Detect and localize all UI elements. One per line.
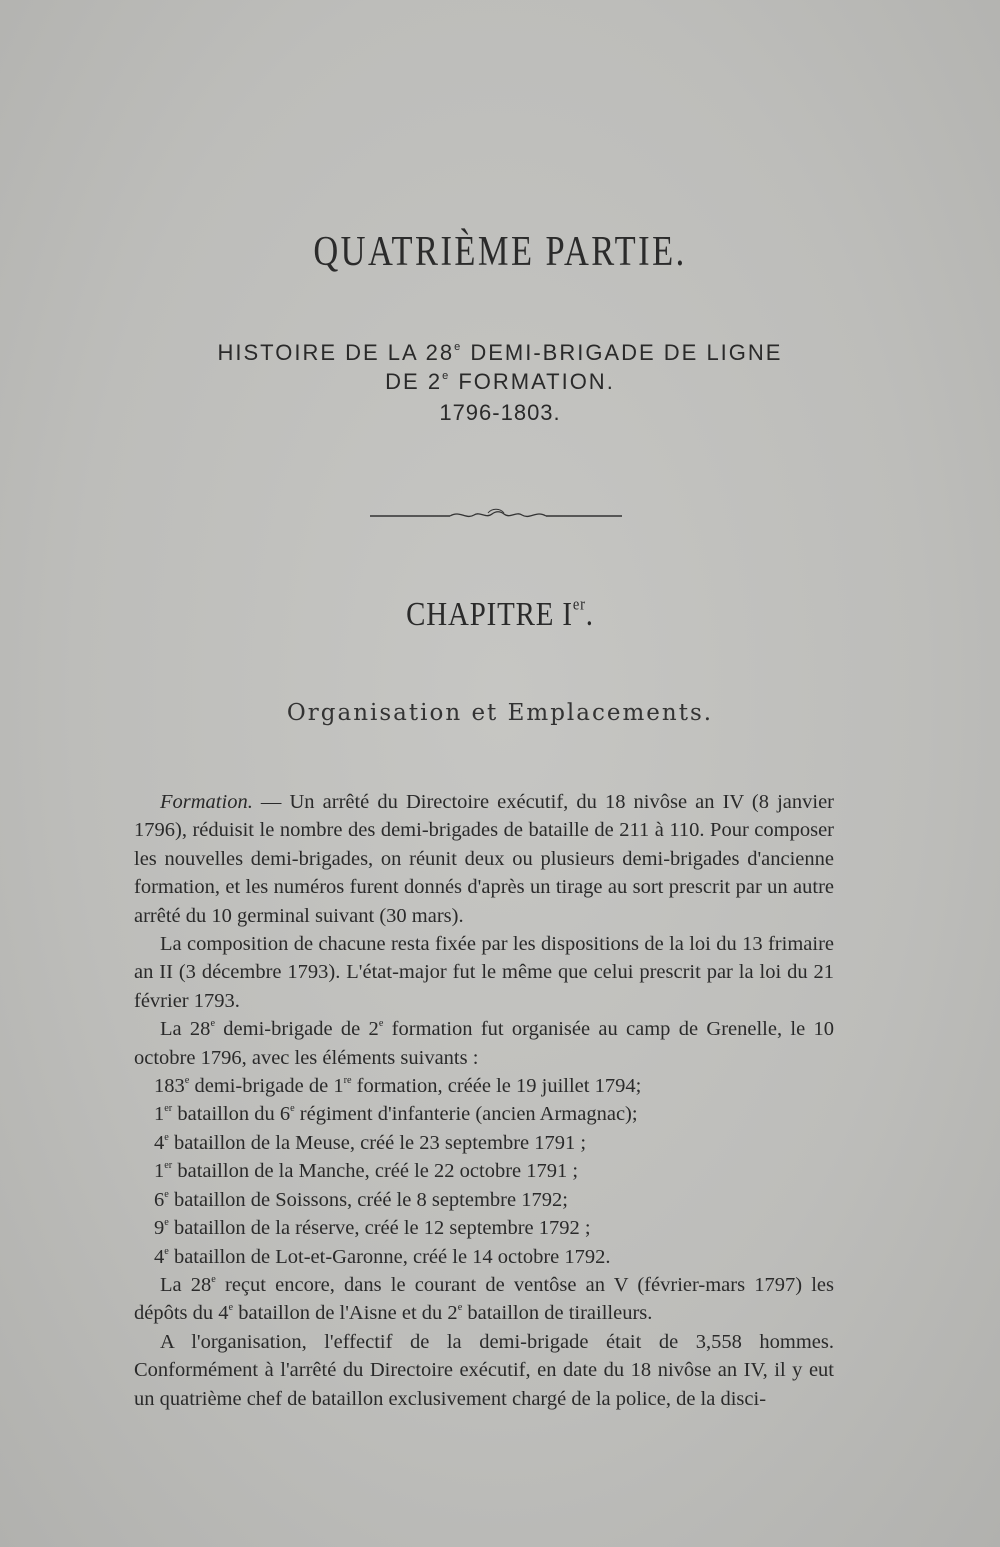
paragraph-effectif: A l'organisation, l'effectif de la demi-brigade était de 3,558 hommes. Conformément à l'arrêté du Directoire exécutif, en date du 18 nivôse an IV, il y eut un quatrième chef de bataillon exclusivement chargé de la police, de la disci-: [134, 1330, 834, 1410]
section-title: Organisation et Emplacements.: [286, 700, 714, 726]
list-item: 6e bataillon de Soissons, créé le 8 septembre 1792;: [154, 1188, 568, 1211]
chapter-title: CHAPITRE Ier.: [406, 594, 594, 633]
paragraph-formation: Formation. — Un arrêté du Directoire exécutif, du 18 nivôse an IV (8 janvier 1796), réduisit le nombre des demi-brigades de bataille de 211 à 110. Pour composer les nouvelles demi-brigades, on réunit deux ou plusieurs demi-brigades d'ancienne formation, et les numéros furent donnés d'après un tirage au sort prescrit par un autre arrêté du 10 germinal suivant (30 mars).: [134, 791, 834, 927]
history-title-line2: DE 2e FORMATION.: [385, 369, 615, 394]
history-years: 1796-1803.: [439, 400, 561, 425]
list-item: 1er bataillon du 6e régiment d'infanterie (ancien Armagnac);: [154, 1103, 638, 1126]
body-text: [134, 788, 834, 1413]
list-item: 1er bataillon de la Manche, créé le 22 octobre 1791 ;: [154, 1160, 579, 1183]
ornament-divider-icon: [370, 506, 622, 526]
list-item: 9e bataillon de la réserve, créé le 12 septembre 1792 ;: [154, 1216, 591, 1240]
history-title-line1: HISTOIRE DE LA 28e DEMI-BRIGADE DE LIGNE: [217, 340, 783, 365]
paragraph-organisation: La 28e demi-brigade de 2e formation fut organisée au camp de Grenelle, le 10 octobre 1796, avec les éléments suivants :: [134, 1018, 835, 1069]
list-item: 183e demi-brigade de 1re formation, créée le 19 juillet 1794;: [154, 1074, 642, 1098]
list-item: 4e bataillon de Lot-et-Garonne, créé le 14 octobre 1792.: [154, 1245, 611, 1268]
part-title: QUATRIÈME PARTIE.: [313, 229, 687, 275]
paragraph-depots: La 28e reçut encore, dans le courant de ventôse an V (février-mars 1797) les dépôts du 4e bataillon de l'Aisne et du 2e bataillon de tirailleurs.: [134, 1273, 834, 1325]
paragraph-composition: La composition de chacune resta fixée par les dispositions de la loi du 13 frimaire an II (3 décembre 1793). L'état-major fut le même que celui prescrit par la loi du 21 février 1793.: [134, 933, 834, 1012]
list-item: 4e bataillon de la Meuse, créé le 23 septembre 1791 ;: [154, 1131, 587, 1154]
